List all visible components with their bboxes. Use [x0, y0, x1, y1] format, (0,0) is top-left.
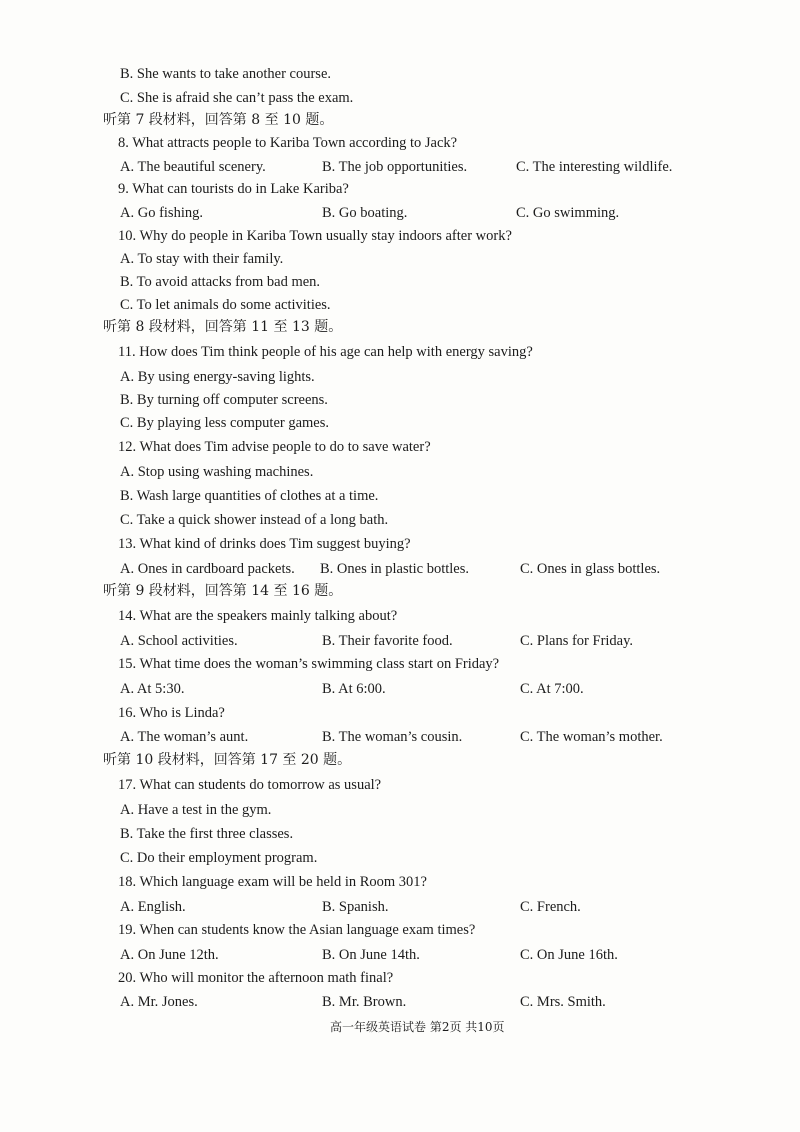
question-9: 9. What can tourists do in Lake Kariba?: [118, 181, 349, 197]
question-16-options: [0, 728, 800, 746]
option-a: A. Mr. Jones.: [120, 994, 198, 1010]
question-11-option-a: A. By using energy-saving lights.: [120, 369, 315, 385]
question-17-option-b: B. Take the first three classes.: [120, 826, 294, 842]
option-a: A. The beautiful scenery.: [120, 159, 266, 175]
question-18: 18. Which language exam will be held in Room 301?: [118, 874, 427, 890]
option-c: C. On June 16th.: [520, 947, 618, 963]
question-10-option-b: B. To avoid attacks from bad men.: [120, 274, 321, 290]
option-a: A. Ones in cardboard packets.: [120, 561, 295, 577]
section-8-heading: 听第 8 段材料，回答第 11 至 13 题。: [103, 319, 343, 335]
option-b: B. Their favorite food.: [322, 633, 453, 649]
option-a: A. English.: [120, 899, 186, 915]
question-12: 12. What does Tim advise people to do to save water?: [118, 439, 431, 455]
section-7-heading: 听第 7 段材料，回答第 8 至 10 题。: [103, 112, 334, 128]
question-17-option-a: A. Have a test in the gym.: [120, 802, 272, 818]
option-b: B. Go boating.: [322, 205, 408, 221]
option-b: B. The job opportunities.: [322, 159, 468, 175]
question-8: 8. What attracts people to Kariba Town according to Jack?: [118, 135, 458, 151]
option-c: C. French.: [520, 899, 581, 915]
question-15-options: [0, 680, 800, 698]
question-14: 14. What are the speakers mainly talking about?: [118, 608, 398, 624]
question-10-option-c: C. To let animals do some activities.: [120, 297, 331, 313]
option-a: A. On June 12th.: [120, 947, 219, 963]
question-18-options: [0, 898, 800, 916]
question-10-option-a: A. To stay with their family.: [120, 251, 284, 267]
section-9-heading: 听第 9 段材料，回答第 14 至 16 题。: [103, 583, 343, 599]
option-c: C. The woman’s mother.: [520, 729, 663, 745]
question-12-option-b: B. Wash large quantities of clothes at a time.: [120, 488, 379, 504]
question-12-option-a: A. Stop using washing machines.: [120, 464, 314, 480]
question-20: 20. Who will monitor the afternoon math final?: [118, 970, 394, 986]
option-c: C. Mrs. Smith.: [520, 994, 606, 1010]
question-9-options: [0, 204, 800, 222]
question-19: 19. When can students know the Asian language exam times?: [118, 922, 476, 938]
option-c: C. At 7:00.: [520, 681, 584, 697]
page-footer: 高一年级英语试卷 第2页 共10页: [330, 1020, 505, 1034]
option-a: A. At 5:30.: [120, 681, 185, 697]
option-b: B. At 6:00.: [322, 681, 386, 697]
q7-option-b: B. She wants to take another course.: [120, 66, 332, 82]
question-10: 10. Why do people in Kariba Town usually stay indoors after work?: [118, 228, 512, 244]
question-13: 13. What kind of drinks does Tim suggest buying?: [118, 536, 411, 552]
question-12-option-c: C. Take a quick shower instead of a long bath.: [120, 512, 389, 528]
question-17: 17. What can students do tomorrow as usual?: [118, 777, 382, 793]
question-17-option-c: C. Do their employment program.: [120, 850, 318, 866]
question-11-option-b: B. By turning off computer screens.: [120, 392, 328, 408]
question-11-option-c: C. By playing less computer games.: [120, 415, 330, 431]
option-c: C. Plans for Friday.: [520, 633, 634, 649]
option-a: A. School activities.: [120, 633, 238, 649]
option-c: C. Ones in glass bottles.: [520, 561, 661, 577]
option-c: C. Go swimming.: [516, 205, 620, 221]
q7-option-c: C. She is afraid she can’t pass the exam.: [120, 90, 354, 106]
question-15: 15. What time does the woman’s swimming class start on Friday?: [118, 656, 500, 672]
question-14-options: [0, 632, 800, 650]
question-16: 16. Who is Linda?: [118, 705, 225, 721]
option-b: B. Ones in plastic bottles.: [320, 561, 470, 577]
question-19-options: [0, 946, 800, 964]
question-11: 11. How does Tim think people of his age can help with energy saving?: [118, 344, 533, 360]
option-a: A. The woman’s aunt.: [120, 729, 249, 745]
question-8-options: [0, 158, 800, 176]
option-a: A. Go fishing.: [120, 205, 203, 221]
option-b: B. Spanish.: [322, 899, 389, 915]
section-10-heading: 听第 10 段材料，回答第 17 至 20 题。: [103, 752, 352, 768]
option-b: B. Mr. Brown.: [322, 994, 407, 1010]
question-20-options: [0, 993, 800, 1011]
option-b: B. On June 14th.: [322, 947, 420, 963]
option-c: C. The interesting wildlife.: [516, 159, 673, 175]
question-13-options: [0, 560, 800, 578]
option-b: B. The woman’s cousin.: [322, 729, 463, 745]
